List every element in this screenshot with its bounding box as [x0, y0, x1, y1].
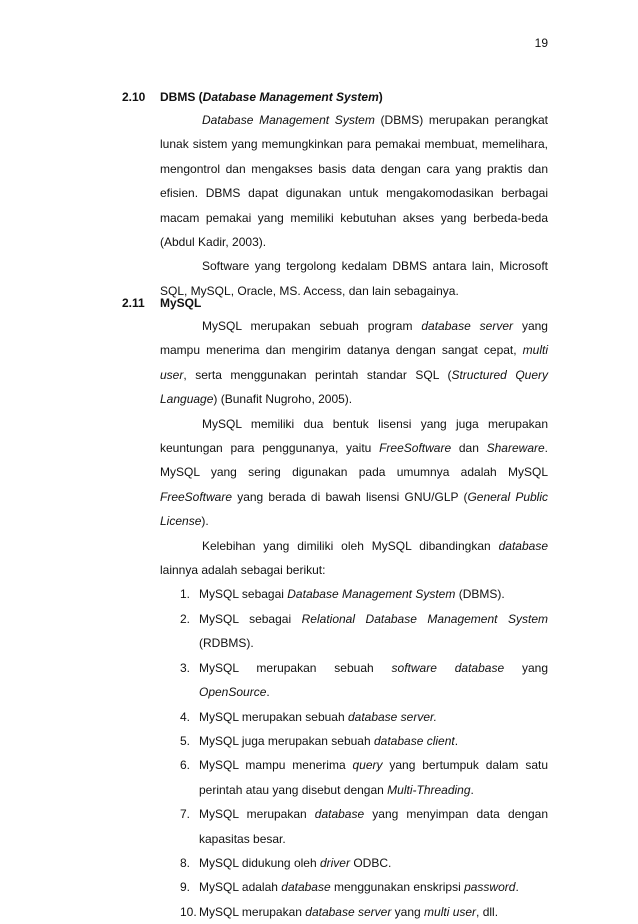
italic-text: Structured Query Language [160, 367, 549, 407]
list-item-text [199, 900, 548, 924]
section-body [160, 108, 548, 303]
list-item-number: 1. [180, 587, 191, 602]
text-run: MySQL sebagai [199, 587, 288, 602]
text-run: (RDBMS). [199, 636, 254, 651]
page-number: 19 [534, 36, 548, 50]
list-item-number: 9. [180, 880, 191, 895]
list-item-text [199, 875, 548, 899]
text-run: Software yang tergolong kedalam DBMS antara lain, Microsoft SQL, MySQL, Oracle, MS. Access, dan lain sebagainya. [160, 259, 548, 298]
text-run: menggunakan enskripsi [330, 880, 465, 895]
italic-text: database [498, 538, 548, 553]
text-run: ) [378, 90, 383, 104]
section-heading [122, 90, 548, 104]
italic-text: Database Management System [287, 587, 456, 602]
text-run: (DBMS) merupakan perangkat lunak sistem yang memungkinkan para pemakai membuat, memelihara, mengontrol dan mengakses basis data dengan cara yang praktis dan efisien. DBMS dapat digunakan untuk mengakomodasikan berbagai macam pemakai yang memiliki kebutuhan akses yang berbeda-beda (Abdul Kadir, 2003). [160, 113, 548, 250]
list-item-text [199, 851, 548, 875]
italic-text: Multi-Threading [387, 782, 471, 797]
italic-text: FreeSoftware [160, 489, 233, 504]
list-item-text [199, 753, 548, 802]
italic-text: multi user [424, 904, 477, 919]
italic-text: database [281, 880, 331, 895]
list-item-number: 10. [180, 904, 197, 919]
list-item [180, 729, 548, 753]
text-run: Kelebihan yang dimiliki oleh MySQL dibandingkan [202, 538, 499, 553]
italic-text: OpenSource [199, 685, 267, 700]
advantages-list [180, 582, 548, 924]
text-run: . [454, 733, 459, 748]
section-title [160, 90, 383, 104]
text-run: yang mampu menerima dan mengirim datanya dengan sangat cepat, [160, 319, 548, 358]
paragraph [160, 412, 548, 534]
italic-text: database client [374, 733, 455, 748]
paragraph [160, 314, 548, 412]
text-run: . [266, 685, 270, 700]
italic-text: software database [391, 660, 505, 675]
text-run: DBMS ( [160, 90, 203, 104]
list-item-number: 6. [180, 758, 191, 773]
list-item [180, 802, 548, 851]
italic-text: Database Management System [202, 113, 375, 127]
italic-text: multi user [160, 343, 548, 382]
section-2-10 [122, 90, 548, 303]
text-run: . [515, 880, 519, 895]
italic-text: database [314, 807, 365, 822]
section-2-11 [122, 296, 548, 924]
text-run: MySQL merupakan [199, 807, 315, 822]
text-run: MySQL merupakan sebuah [199, 660, 392, 675]
text-run: yang bertumpuk dalam satu perintah atau yang disebut dengan [199, 758, 548, 797]
italic-text: Relational Database Management System [301, 611, 548, 626]
text-run: MySQL didukung oleh [199, 855, 320, 870]
text-run: ) (Bunafit Nugroho, 2005). [213, 392, 353, 407]
section-number: 2.11 [122, 296, 145, 310]
italic-text: driver [319, 855, 350, 870]
italic-text: database server [305, 904, 392, 919]
text-run: dan [451, 441, 487, 456]
text-run: . [470, 782, 474, 797]
text-run: (DBMS). [455, 587, 505, 602]
section-number: 2.10 [122, 90, 146, 104]
text-run: MySQL merupakan sebuah program [202, 319, 422, 333]
text-run: MySQL mampu menerima [199, 758, 353, 773]
list-item-text [199, 729, 548, 753]
text-run: MySQL juga merupakan sebuah [199, 733, 374, 748]
list-item [180, 753, 548, 802]
list-item-number: 7. [180, 807, 191, 822]
text-run: ). [201, 514, 209, 529]
italic-text: Shareware [486, 441, 545, 456]
list-item-text [199, 582, 548, 606]
list-item-text [199, 802, 548, 851]
list-item [180, 656, 548, 705]
text-run: yang berada di bawah lisensi GNU/GLP ( [232, 489, 468, 504]
section-title [160, 296, 201, 310]
text-run: MySQL sebagai [199, 611, 302, 626]
list-item-number: 4. [180, 709, 191, 724]
italic-text: query [352, 758, 383, 773]
section-heading [122, 296, 548, 310]
list-item-text [199, 705, 548, 729]
italic-text: Database Management System [202, 90, 379, 104]
list-item [180, 875, 548, 899]
text-run: yang [391, 904, 425, 919]
text-run: MySQL memiliki dua bentuk lisensi yang juga merupakan keuntungan para penggunanya, yaitu [160, 416, 548, 456]
italic-text: FreeSoftware [379, 441, 452, 456]
section-body [160, 314, 548, 924]
list-item [180, 582, 548, 606]
list-item-number: 2. [180, 611, 191, 626]
text-run: . MySQL yang sering digunakan pada umumnya adalah MySQL [160, 441, 548, 480]
list-item [180, 607, 548, 656]
list-item [180, 851, 548, 875]
list-item-number: 5. [180, 733, 191, 748]
list-item-number: 3. [180, 660, 191, 675]
list-item-number: 8. [180, 855, 191, 870]
paragraph [160, 534, 548, 583]
text-run: MySQL merupakan sebuah [199, 709, 348, 724]
list-item-text [199, 607, 548, 656]
italic-text: password [464, 880, 516, 895]
text-run: MySQL [160, 296, 202, 310]
text-run: yang menyimpan data dengan kapasitas besar. [199, 807, 548, 846]
paragraph [160, 108, 548, 254]
list-item-text [199, 656, 548, 705]
italic-text: General Public License [160, 489, 548, 529]
text-run: lainnya adalah sebagai berikut: [160, 563, 326, 578]
text-run: , dll. [476, 904, 499, 919]
list-item [180, 705, 548, 729]
italic-text: database server. [347, 709, 437, 724]
text-run: ODBC. [349, 855, 392, 870]
italic-text: database server [421, 319, 514, 333]
list-item [180, 900, 548, 924]
text-run: MySQL adalah [199, 880, 282, 895]
text-run: , serta menggunakan perintah standar SQL ( [183, 367, 452, 382]
text-run: yang [504, 660, 549, 675]
text-run: MySQL merupakan [199, 904, 306, 919]
